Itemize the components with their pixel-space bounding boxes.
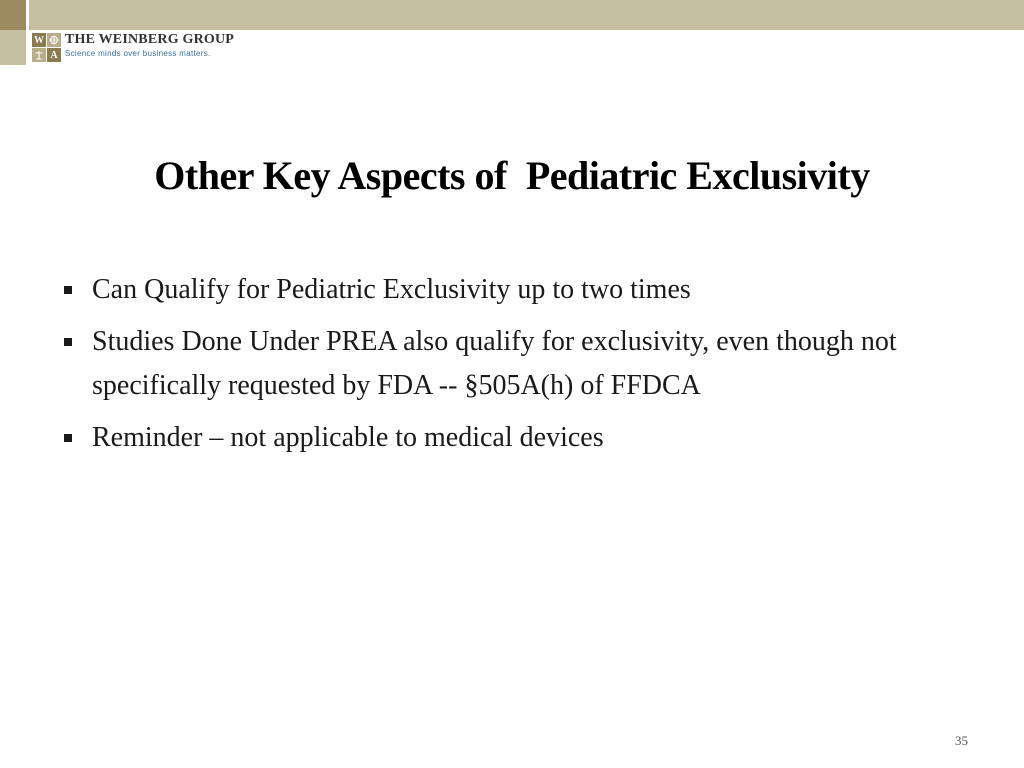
side-decorative-strip [0,30,26,65]
bullet-item [62,320,962,408]
bullet-text: Can Qualify for Pediatric Exclusivity up to two times [92,274,691,305]
logo-mark-icon [32,33,61,62]
compass-icon [49,35,59,45]
top-bar-light-block [29,0,1024,30]
logo-cell: W [34,34,44,46]
company-name: THE WEINBERG GROUP [65,32,235,47]
bullet-text: Reminder – not applicable to medical devices [92,422,604,453]
square-bullet-icon [64,338,72,346]
top-bar-dark-block [0,0,26,30]
bullet-item [62,268,962,312]
page-number: 35 [955,733,968,748]
top-decorative-bar [0,0,1024,30]
bullet-item [62,416,962,460]
slide-title: Other Key Aspects of Pediatric Exclusivity [154,153,870,198]
bullet-list [62,268,962,468]
square-bullet-icon [64,434,72,442]
logo-cell: A [47,48,61,62]
company-logo [32,33,234,62]
scale-icon [34,50,44,60]
company-tagline: Science minds over business matters. [65,49,211,58]
logo-cell [32,48,46,62]
logo-cell [47,33,61,47]
square-bullet-icon [64,286,72,294]
bullet-text: Studies Done Under PREA also qualify for exclusivity, even though not specifically requested by FDA -- §505A(h) of FFDCA [92,326,897,401]
